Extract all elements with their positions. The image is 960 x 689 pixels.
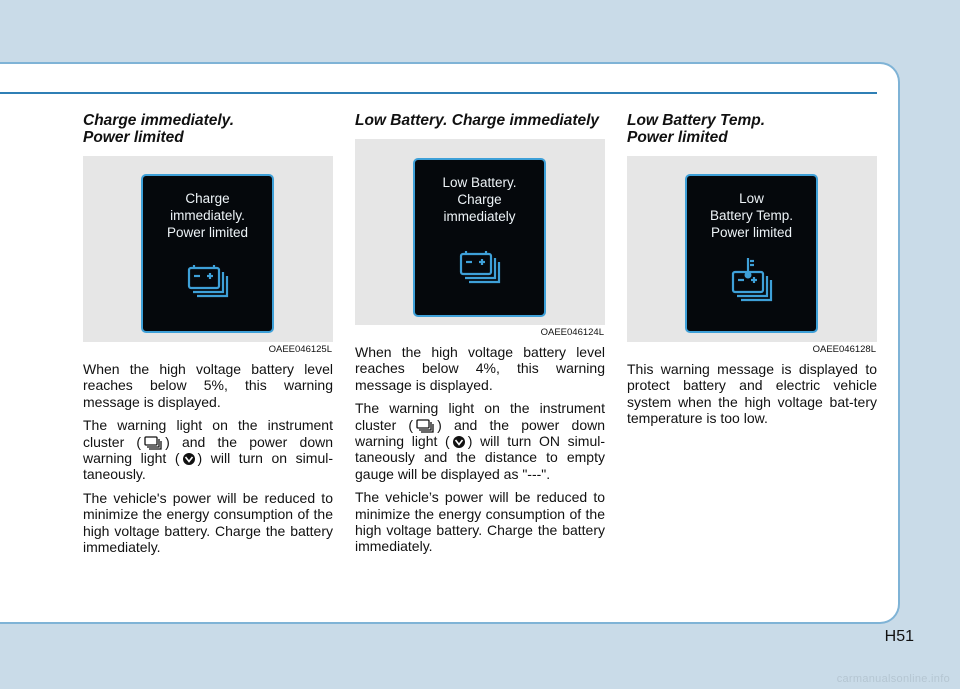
heading-line2: Power limited <box>83 129 184 146</box>
section-heading <box>83 112 333 146</box>
section-charge-immediately <box>83 112 333 562</box>
watermark: carmanualsonline.info <box>836 673 950 685</box>
figure <box>355 139 605 338</box>
section-low-battery-temp <box>627 112 877 434</box>
figure-code: OAEE046124L <box>540 327 604 338</box>
heading-line1: Charge immediately. <box>83 112 235 129</box>
paragraph: The vehicle's power will be reduced to minimize the energy consumption of the high voltage battery. Charge the battery immediately. <box>83 489 333 556</box>
section-heading <box>627 112 877 146</box>
cluster-display <box>685 174 818 333</box>
battery-stack-icon <box>415 417 435 433</box>
heading-line1: Low Battery. Charge immediately <box>355 112 600 129</box>
battery-stack-icon <box>457 248 505 288</box>
figure-code: OAEE046128L <box>812 344 876 355</box>
battery-stack-icon <box>143 434 163 450</box>
cluster-display <box>413 158 546 317</box>
paragraph: When the high voltage battery level reaches below 4%, this warning message is displayed. <box>355 344 605 393</box>
battery-stack-icon <box>185 262 233 302</box>
display-message: Low Battery. Charge immediately <box>442 175 517 224</box>
display-message: Low Battery Temp. Power limited <box>709 191 794 240</box>
figure <box>627 156 877 355</box>
section-body <box>83 361 333 555</box>
section-heading <box>355 112 605 129</box>
page-number: H51 <box>884 628 914 645</box>
power-down-icon <box>182 452 196 466</box>
figure-code: OAEE046125L <box>268 344 332 355</box>
text-run: ) will turn ON simul-taneously and the distance to empty gauge will be displayed as "---". <box>355 433 605 482</box>
top-rule <box>0 92 877 94</box>
text-run: The warning light on the instrument cluster ( <box>355 400 605 433</box>
text-run: ) and the power down warning light ( <box>83 433 333 467</box>
cluster-display <box>141 174 274 333</box>
heading-line2: Power limited <box>627 129 728 146</box>
text-run: ) and the power down warning light ( <box>355 416 605 450</box>
battery-thermometer-icon <box>729 256 777 308</box>
section-low-battery <box>355 112 605 562</box>
display-message: Charge immediately. Power limited <box>166 191 249 240</box>
heading-line1: Low Battery Temp. <box>627 112 766 129</box>
paragraph: This warning message is displayed to protect battery and electric vehicle system when the high voltage bat-tery temperature is too low. <box>627 361 877 427</box>
section-body <box>627 361 877 427</box>
paragraph: The vehicle’s power will be reduced to minimize the energy consumption of the high voltage battery. Charge the battery immediately. <box>355 489 605 555</box>
power-down-icon <box>452 435 466 449</box>
paragraph <box>355 400 605 482</box>
text-run: The warning light on the instrument cluster ( <box>83 417 333 450</box>
text-run: ) will turn on simul-taneously. <box>83 450 333 483</box>
paragraph <box>83 417 333 483</box>
paragraph: When the high voltage battery level reaches below 5%, this warning message is displayed. <box>83 361 333 410</box>
figure <box>83 156 333 355</box>
section-body <box>355 344 605 555</box>
